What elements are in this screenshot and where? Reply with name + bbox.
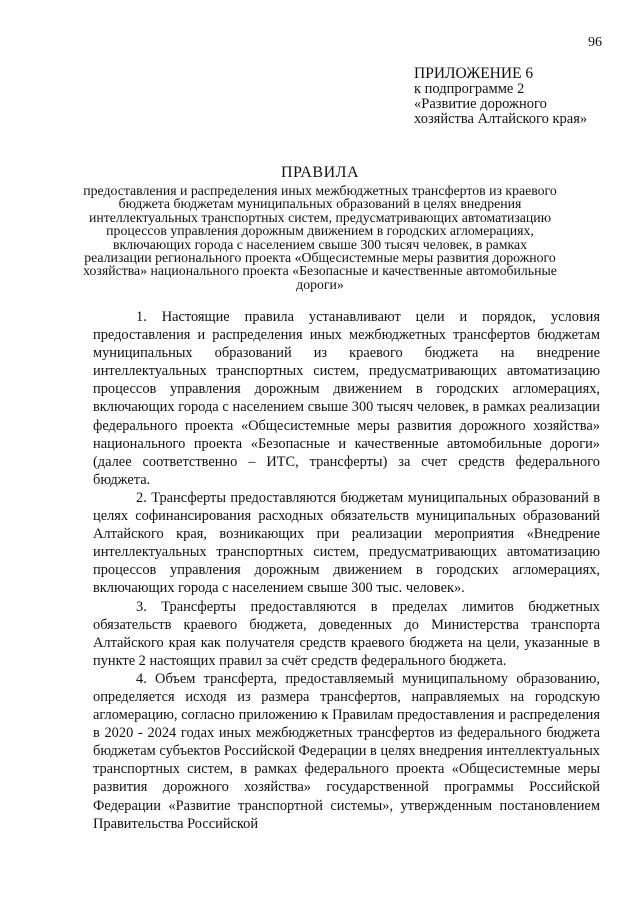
appendix-block [414,65,629,127]
appendix-line: «Развитие дорожного [414,96,547,112]
paragraph-2: 2. Трансферты предоставляются бюджетам муниципальных образований в целях софинансирования расходных обязательств муниципальных образований Алтайского края, возникающих при реализации мероприятия «Внедрение интеллектуальных транспортных систем, предусматривающих автоматизацию процессов управления дорожным движением в городских агломерациях, включающих города с населением свыше 300 тыс. человек». [93,489,600,597]
appendix-line: хозяйства Алтайского края» [414,111,588,127]
page-number: 96 [588,35,602,50]
document-title: ПРАВИЛА [280,164,360,181]
paragraph-3: 3. Трансферты предоставляются в пределах лимитов бюджетных обязательств краевого бюджета, доведенных до Министерства транспорта Алтайского края как получателя средств краевого бюджета на цели, указанные в пункте 2 настоящих правил за счёт средств федерального бюджета. [93,598,600,669]
paragraph-1: 1. Настоящие правила устанавливают цели и порядок, условия предоставления и распределения иных межбюджетных трансфертов бюджетам муниципальных образований из краевого бюджета на внедрение интеллектуальных транспортных систем, предусматривающих автоматизацию процессов управления дорожным движением в городских агломерациях, включающих города с населением свыше 300 тысяч человек, в рамках реализации федерального проекта «Общесистемные меры развития дорожного хозяйства» национального проекта «Безопасные и качественные автомобильные дороги» (далее соответственно – ИТС, трансферты) за счет средств федерального бюджета. [93,309,600,488]
document-subtitle: предоставления и распределения иных межбюджетных трансфертов из краевого бюджета бюджетам муниципальных образований в целях внедрения интеллектуальных транспортных систем, предусматривающих автоматизацию процессов управления дорожным движением в городских агломерациях, включающих города с населением свыше 300 тысяч человек, в рамках реализации регионального проекта «Общесистемные меры развития дорожного хозяйства» национального проекта «Безопасные и качественные автомобильные дороги» [83,183,557,292]
document-body [93,308,600,833]
appendix-title: ПРИЛОЖЕНИЕ 6 [414,65,534,82]
paragraph-4: 4. Объем трансферта, предоставляемый муниципальному образованию, определяется исходя из размера трансфертов, направляемых на городскую агломерацию, согласно приложению к Правилам предоставления и распределения в 2020 - 2024 годах иных межбюджетных трансфертов из федерального бюджета бюджетам субъектов Российской Федерации в целях внедрения интеллектуальных транспортных систем, в рамках федерального проекта «Общесистемные меры развития дорожного хозяйства» государственной программы Российской Федерации «Развитие транспортной системы», утвержденным постановлением Правительства Российской [93,670,600,832]
appendix-line: к подпрограмме 2 [414,81,525,97]
document-heading [80,163,560,291]
